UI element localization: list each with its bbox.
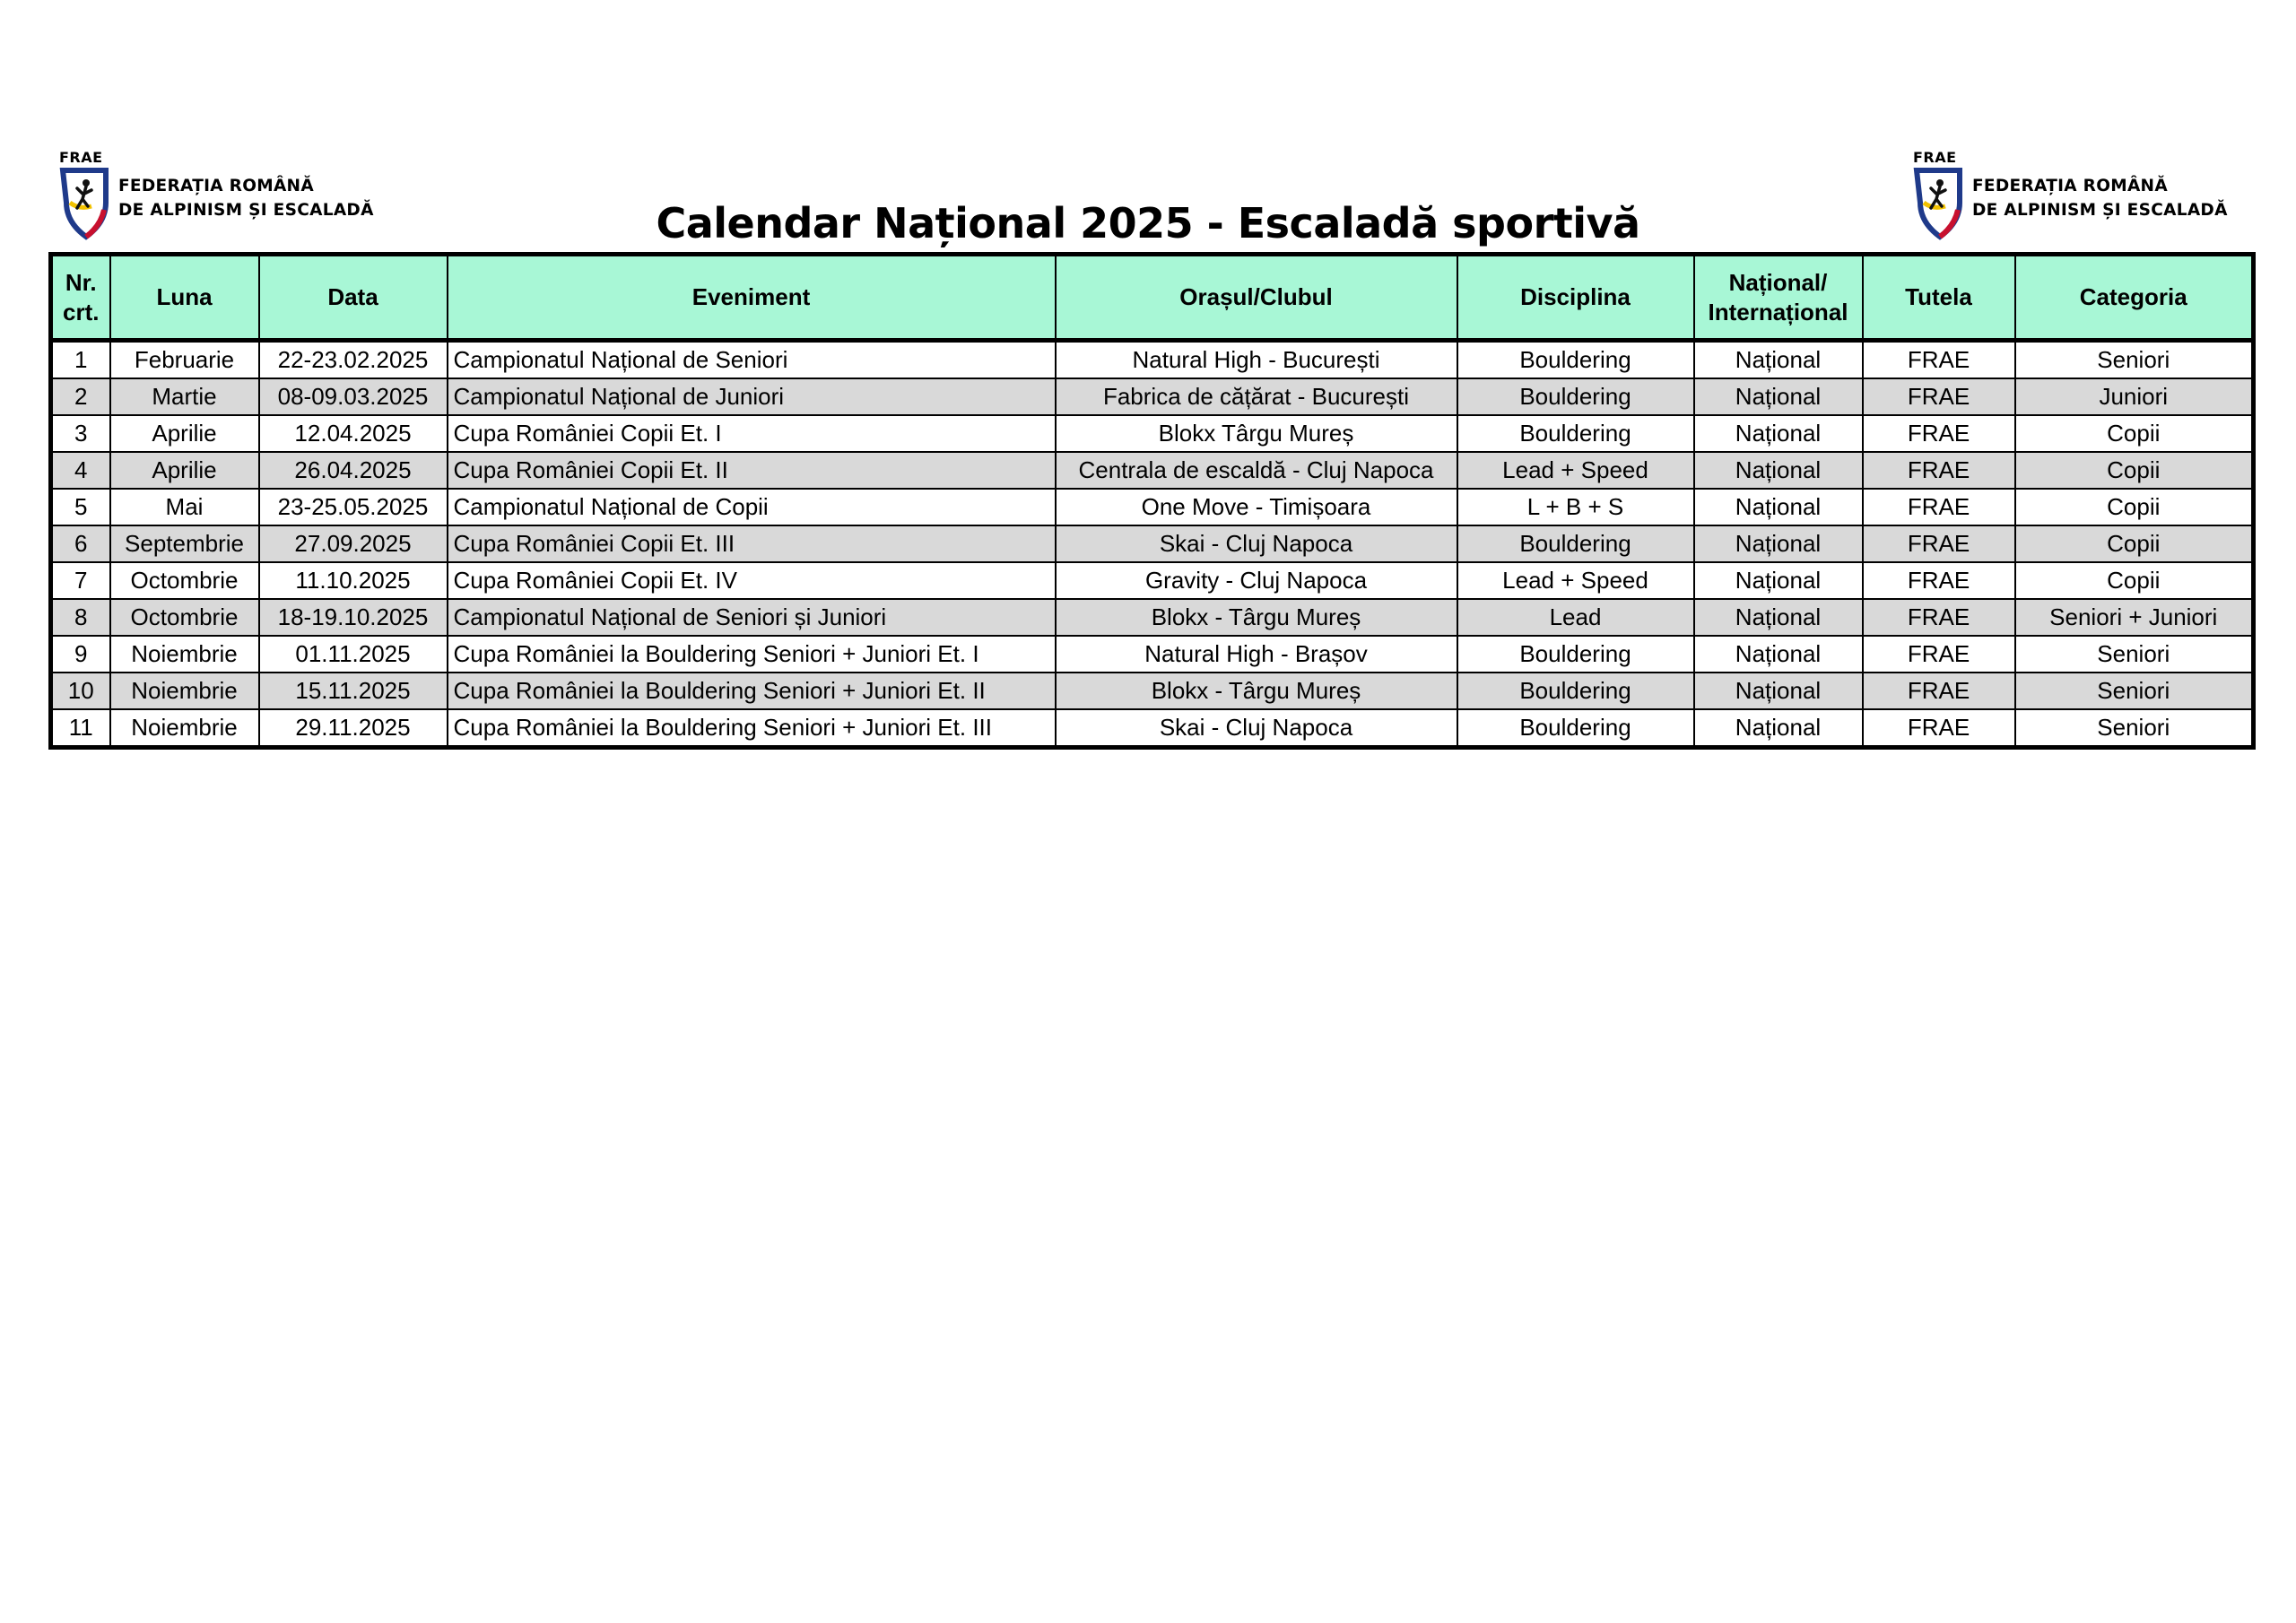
header-disciplina: Disciplina — [1457, 255, 1694, 341]
cell-tutela: FRAE — [1863, 636, 2015, 673]
cell-disciplina: Lead + Speed — [1457, 452, 1694, 489]
header-eveniment: Eveniment — [448, 255, 1056, 341]
cell-nr: 4 — [51, 452, 110, 489]
cell-nr: 2 — [51, 378, 110, 415]
cell-eveniment: Campionatul Național de Seniori și Juniori — [448, 599, 1056, 636]
cell-luna: Septembrie — [110, 525, 259, 562]
table-row — [51, 378, 2254, 415]
table-row — [51, 709, 2254, 748]
cell-tutela: FRAE — [1863, 673, 2015, 709]
cell-eveniment: Cupa României Copii Et. III — [448, 525, 1056, 562]
cell-categoria: Seniori — [2015, 709, 2254, 748]
cell-nr: 10 — [51, 673, 110, 709]
cell-national: Național — [1694, 378, 1863, 415]
cell-eveniment: Cupa României la Bouldering Seniori + Juniori Et. II — [448, 673, 1056, 709]
cell-data: 12.04.2025 — [259, 415, 448, 452]
header-national-line2: Internațional — [1708, 298, 1848, 325]
table-row — [51, 415, 2254, 452]
cell-eveniment: Campionatul Național de Copii — [448, 489, 1056, 525]
cell-data: 11.10.2025 — [259, 562, 448, 599]
header-nr-line1: Nr. — [65, 268, 97, 296]
cell-data: 15.11.2025 — [259, 673, 448, 709]
cell-tutela: FRAE — [1863, 562, 2015, 599]
cell-categoria: Seniori + Juniori — [2015, 599, 2254, 636]
cell-data: 01.11.2025 — [259, 636, 448, 673]
cell-tutela: FRAE — [1863, 599, 2015, 636]
cell-data: 18-19.10.2025 — [259, 599, 448, 636]
page-title: Calendar Național 2025 - Escaladă sportivă — [656, 199, 1640, 247]
cell-categoria: Seniori — [2015, 636, 2254, 673]
cell-nr: 9 — [51, 636, 110, 673]
cell-data: 27.09.2025 — [259, 525, 448, 562]
header-national — [1694, 255, 1863, 341]
cell-tutela: FRAE — [1863, 709, 2015, 748]
table-row — [51, 525, 2254, 562]
cell-tutela: FRAE — [1863, 341, 2015, 379]
cell-oras: Natural High - București — [1056, 341, 1457, 379]
table-row — [51, 452, 2254, 489]
federation-name-line2: DE ALPINISM ȘI ESCALADĂ — [118, 201, 374, 220]
header-tutela: Tutela — [1863, 255, 2015, 341]
header-categoria: Categoria — [2015, 255, 2254, 341]
cell-categoria: Copii — [2015, 452, 2254, 489]
cell-oras: Blokx - Târgu Mureș — [1056, 673, 1457, 709]
cell-disciplina: Bouldering — [1457, 341, 1694, 379]
cell-oras: Blokx - Târgu Mureș — [1056, 599, 1457, 636]
cell-national: Național — [1694, 599, 1863, 636]
cell-oras: One Move - Timișoara — [1056, 489, 1457, 525]
cell-luna: Mai — [110, 489, 259, 525]
cell-nr: 1 — [51, 341, 110, 379]
cell-eveniment: Cupa României Copii Et. IV — [448, 562, 1056, 599]
cell-disciplina: Lead — [1457, 599, 1694, 636]
cell-oras: Fabrica de cățărat - București — [1056, 378, 1457, 415]
cell-luna: Noiembrie — [110, 636, 259, 673]
cell-oras: Natural High - Brașov — [1056, 636, 1457, 673]
table-row — [51, 599, 2254, 636]
cell-tutela: FRAE — [1863, 525, 2015, 562]
cell-nr: 3 — [51, 415, 110, 452]
cell-categoria: Juniori — [2015, 378, 2254, 415]
table-row — [51, 562, 2254, 599]
table-row — [51, 636, 2254, 673]
cell-oras: Skai - Cluj Napoca — [1056, 709, 1457, 748]
cell-disciplina: Bouldering — [1457, 709, 1694, 748]
cell-data: 23-25.05.2025 — [259, 489, 448, 525]
table-row — [51, 489, 2254, 525]
federation-name-line1: FEDERAȚIA ROMÂNĂ — [118, 177, 314, 195]
cell-eveniment: Campionatul Național de Seniori — [448, 341, 1056, 379]
cell-luna: Martie — [110, 378, 259, 415]
cell-disciplina: L + B + S — [1457, 489, 1694, 525]
cell-national: Național — [1694, 341, 1863, 379]
cell-national: Național — [1694, 489, 1863, 525]
cell-national: Național — [1694, 452, 1863, 489]
cell-nr: 7 — [51, 562, 110, 599]
cell-luna: Noiembrie — [110, 673, 259, 709]
cell-oras: Skai - Cluj Napoca — [1056, 525, 1457, 562]
cell-national: Național — [1694, 525, 1863, 562]
table-row — [51, 673, 2254, 709]
cell-tutela: FRAE — [1863, 378, 2015, 415]
cell-disciplina: Bouldering — [1457, 636, 1694, 673]
cell-nr: 11 — [51, 709, 110, 748]
header-data: Data — [259, 255, 448, 341]
cell-disciplina: Bouldering — [1457, 673, 1694, 709]
cell-categoria: Copii — [2015, 562, 2254, 599]
federation-name-line1: FEDERAȚIA ROMÂNĂ — [1972, 177, 2168, 195]
cell-luna: Octombrie — [110, 599, 259, 636]
header-national-line1: Național/ — [1728, 268, 1828, 296]
cell-eveniment: Cupa României Copii Et. II — [448, 452, 1056, 489]
cell-categoria: Copii — [2015, 415, 2254, 452]
cell-data: 26.04.2025 — [259, 452, 448, 489]
cell-tutela: FRAE — [1863, 489, 2015, 525]
cell-national: Național — [1694, 562, 1863, 599]
cell-eveniment: Campionatul Național de Juniori — [448, 378, 1056, 415]
cell-national: Național — [1694, 415, 1863, 452]
cell-luna: Aprilie — [110, 415, 259, 452]
cell-nr: 5 — [51, 489, 110, 525]
cell-categoria: Seniori — [2015, 341, 2254, 379]
cell-national: Național — [1694, 673, 1863, 709]
cell-nr: 6 — [51, 525, 110, 562]
cell-national: Național — [1694, 636, 1863, 673]
cell-oras: Gravity - Cluj Napoca — [1056, 562, 1457, 599]
cell-luna: Noiembrie — [110, 709, 259, 748]
cell-categoria: Copii — [2015, 489, 2254, 525]
cell-tutela: FRAE — [1863, 415, 2015, 452]
frae-tag-text: FRAE — [59, 149, 103, 166]
cell-luna: Aprilie — [110, 452, 259, 489]
cell-eveniment: Cupa României la Bouldering Seniori + Juniori Et. III — [448, 709, 1056, 748]
cell-data: 08-09.03.2025 — [259, 378, 448, 415]
table-header-row — [51, 255, 2254, 341]
cell-luna: Februarie — [110, 341, 259, 379]
calendar-table — [48, 252, 2256, 750]
cell-disciplina: Bouldering — [1457, 525, 1694, 562]
header-nr — [51, 255, 110, 341]
table-row — [51, 341, 2254, 379]
cell-categoria: Seniori — [2015, 673, 2254, 709]
cell-nr: 8 — [51, 599, 110, 636]
cell-eveniment: Cupa României Copii Et. I — [448, 415, 1056, 452]
cell-disciplina: Bouldering — [1457, 415, 1694, 452]
header-luna: Luna — [110, 255, 259, 341]
cell-oras: Centrala de escaldă - Cluj Napoca — [1056, 452, 1457, 489]
cell-luna: Octombrie — [110, 562, 259, 599]
cell-categoria: Copii — [2015, 525, 2254, 562]
cell-national: Național — [1694, 709, 1863, 748]
cell-data: 29.11.2025 — [259, 709, 448, 748]
cell-disciplina: Lead + Speed — [1457, 562, 1694, 599]
cell-tutela: FRAE — [1863, 452, 2015, 489]
cell-oras: Blokx Târgu Mureș — [1056, 415, 1457, 452]
header-oras: Orașul/Clubul — [1056, 255, 1457, 341]
federation-name-line2: DE ALPINISM ȘI ESCALADĂ — [1972, 201, 2228, 220]
cell-data: 22-23.02.2025 — [259, 341, 448, 379]
cell-eveniment: Cupa României la Bouldering Seniori + Juniori Et. I — [448, 636, 1056, 673]
cell-disciplina: Bouldering — [1457, 378, 1694, 415]
frae-tag-text: FRAE — [1913, 149, 1957, 166]
header-nr-line2: crt. — [63, 298, 100, 325]
